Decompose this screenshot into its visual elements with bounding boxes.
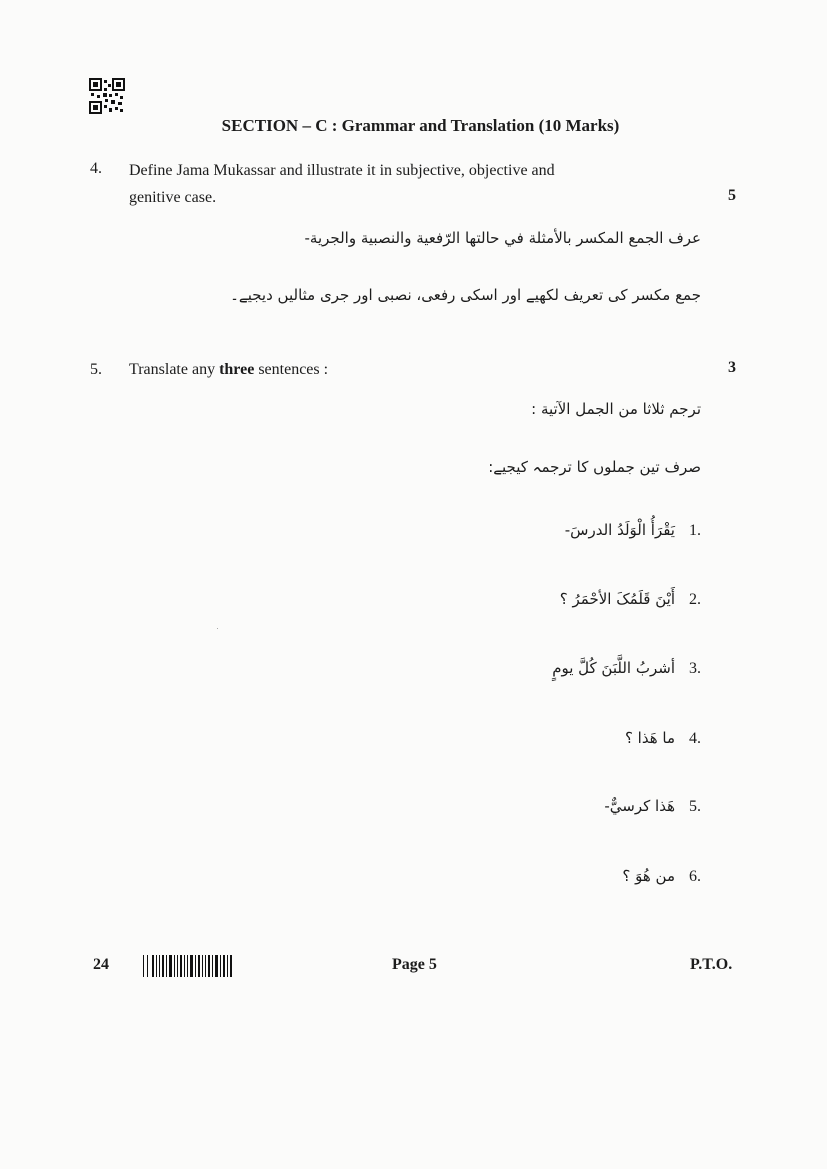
qr-code-icon <box>89 78 125 114</box>
sentence-number: .5 <box>689 798 701 815</box>
question-text-line: genitive case. <box>129 189 217 206</box>
sentence-text: ما هَذا ؟ <box>624 729 675 747</box>
question-text-suffix: sentences : <box>254 361 329 378</box>
sentence-number: .2 <box>689 591 701 608</box>
section-title: SECTION – C : Grammar and Translation (10 Marks) <box>221 116 620 135</box>
question-text <box>129 356 328 383</box>
marks: 5 <box>728 187 736 204</box>
question-text-prefix: Translate any <box>129 361 220 378</box>
question-number: 5. <box>90 361 102 378</box>
sentence-text: هَذا كرسيٌّ- <box>604 797 675 815</box>
paper-code: 24 <box>93 956 109 973</box>
urdu-instruction: صرف تین جملوں کا ترجمہ کیجیے: <box>488 458 701 476</box>
question-text <box>129 157 702 211</box>
question-text-line: Define Jama Mukassar and illustrate it in subjective, objective and <box>129 162 555 179</box>
sentence-text: أَيْنَ قَلَمُکَ الأحْمَرُ ؟ <box>559 590 675 608</box>
sentence-item <box>622 867 701 886</box>
sentence-number: .1 <box>689 522 701 539</box>
scan-speck <box>217 628 218 629</box>
sentence-item <box>604 797 701 816</box>
sentence-text: من هُوَ ؟ <box>622 867 675 885</box>
sentence-item <box>560 590 701 609</box>
page-number: Page 5 <box>392 956 437 973</box>
urdu-instruction: جمع مکسر کی تعریف لکھیے اور اسکی رفعی، نصبی اور جری مثالیں دیجیے۔ <box>230 286 701 304</box>
sentence-item <box>565 521 701 540</box>
pto-label: P.T.O. <box>690 956 733 973</box>
barcode-icon <box>143 955 233 977</box>
sentence-item <box>552 659 701 678</box>
question-number: 4. <box>90 160 102 177</box>
arabic-instruction: ترجم ثلاثا من الجمل الآتية : <box>531 400 701 418</box>
sentence-text: يَقْرَأُ الْوَلَدُ الدرسَ- <box>564 521 675 539</box>
sentence-number: .3 <box>689 660 701 677</box>
arabic-instruction: عرف الجمع المكسر بالأمثلة في حالتها الرّفعية والنصبية والجرية- <box>304 229 701 247</box>
sentence-item <box>625 729 701 748</box>
sentence-number: .4 <box>689 730 701 747</box>
sentence-number: .6 <box>689 868 701 885</box>
sentence-text: أشربُ اللَّبَنَ كُلَّ يومٍ <box>552 659 675 677</box>
marks: 3 <box>728 359 736 376</box>
question-text-emphasis: three <box>219 361 255 378</box>
